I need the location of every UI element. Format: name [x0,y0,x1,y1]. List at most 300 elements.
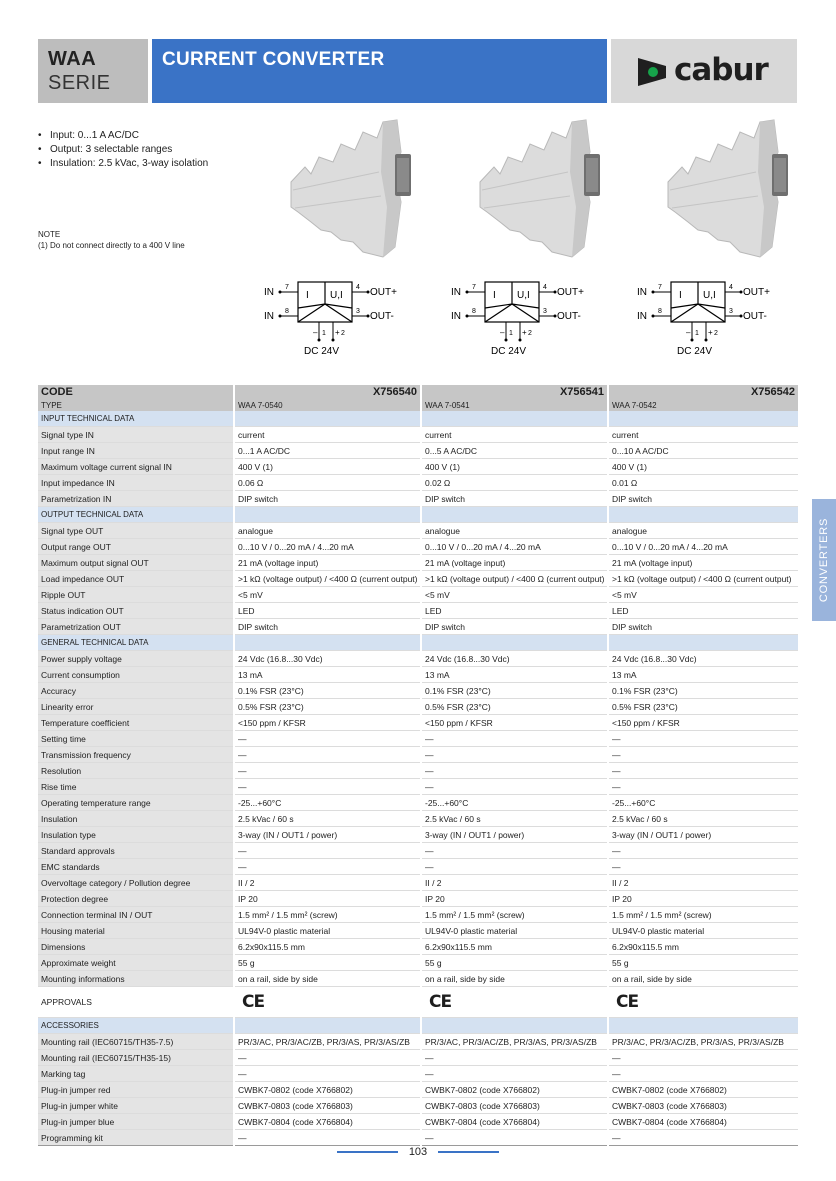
table-row [38,859,798,875]
row-value: CWBK7-0804 (code X766804) [234,1114,421,1130]
row-value: 13 mA [608,667,798,683]
row-value: II / 2 [234,875,421,891]
row-value: >1 kΩ (voltage output) / <400 Ω (current output) [608,571,798,587]
svg-text:–: – [686,328,691,337]
row-label: Maximum voltage current signal IN [38,459,234,475]
row-value: <5 mV [608,587,798,603]
row-value: — [608,747,798,763]
row-label: Programming kit [38,1130,234,1146]
row-value: current [608,427,798,443]
feature-list [38,129,208,171]
row-value: 6.2x90x115.5 mm [608,939,798,955]
row-value: 0.5% FSR (23°C) [421,699,608,715]
row-value: — [234,779,421,795]
row-value: — [234,1050,421,1066]
section-header [38,507,798,523]
table-row [38,555,798,571]
row-value: 3-way (IN / OUT1 / power) [421,827,608,843]
row-value: 21 mA (voltage input) [421,555,608,571]
svg-text:OUT+: OUT+ [557,287,584,298]
table-row [38,843,798,859]
row-value: 400 V (1) [234,459,421,475]
row-value: — [608,843,798,859]
row-label: Protection degree [38,891,234,907]
svg-text:U,I: U,I [517,290,530,301]
svg-text:3: 3 [356,308,360,315]
table-row [38,795,798,811]
row-value: DIP switch [421,619,608,635]
row-value: PR/3/AC, PR/3/AC/ZB, PR/3/AS, PR/3/AS/ZB [608,1034,798,1050]
row-value: DIP switch [234,619,421,635]
row-value: — [234,1066,421,1082]
row-label: Load impedance OUT [38,571,234,587]
row-value: on a rail, side by side [234,971,421,987]
row-value: 13 mA [234,667,421,683]
svg-text:DC 24V: DC 24V [491,346,527,357]
table-row [38,1050,798,1066]
row-label: Maximum output signal OUT [38,555,234,571]
row-value: — [234,859,421,875]
table-row [38,875,798,891]
svg-text:IN: IN [637,287,647,298]
row-value: 400 V (1) [421,459,608,475]
row-value: 0.1% FSR (23°C) [234,683,421,699]
product-code: X756540 [234,385,421,399]
table-row [38,459,798,475]
svg-text:OUT+: OUT+ [743,287,770,298]
row-value: — [234,763,421,779]
svg-text:3: 3 [729,308,733,315]
row-label: Accuracy [38,683,234,699]
table-row [38,587,798,603]
section-side-tab [812,499,836,621]
table-row [38,539,798,555]
row-value: 13 mA [421,667,608,683]
row-value: — [421,763,608,779]
svg-text:OUT-: OUT- [743,311,767,322]
row-label: Plug-in jumper red [38,1082,234,1098]
row-value: <5 mV [421,587,608,603]
table-row [38,779,798,795]
row-value: — [421,747,608,763]
svg-text:I: I [306,290,309,301]
row-label: Signal type OUT [38,523,234,539]
row-value: 3-way (IN / OUT1 / power) [234,827,421,843]
row-value: <5 mV [234,587,421,603]
page-number: 103 [398,1146,438,1158]
row-value: 24 Vdc (16.8...30 Vdc) [421,651,608,667]
svg-text:IN: IN [637,311,647,322]
feature-item: • Insulation: 2.5 kVac, 3-way isolation [38,157,208,171]
row-label: Standard approvals [38,843,234,859]
row-value: CWBK7-0803 (code X766803) [608,1098,798,1114]
product-image [472,112,612,262]
svg-text:2: 2 [528,330,532,337]
row-label: Parametrization OUT [38,619,234,635]
wiring-diagram [449,280,609,360]
wiring-diagram [262,280,422,360]
svg-text:1: 1 [322,330,326,337]
row-value: II / 2 [421,875,608,891]
feature-item: • Input: 0...1 A AC/DC [38,129,208,143]
section-cell [234,1018,421,1034]
table-row [38,443,798,459]
section-cell [608,411,798,427]
svg-text:U,I: U,I [703,290,716,301]
row-value: 0.01 Ω [608,475,798,491]
brand-logo [611,39,797,103]
row-value: 0.06 Ω [234,475,421,491]
svg-text:IN: IN [264,311,274,322]
row-label: Operating temperature range [38,795,234,811]
section-cell [608,1018,798,1034]
approval-cell [421,987,608,1018]
row-value: 0...10 V / 0...20 mA / 4...20 mA [608,539,798,555]
row-label: Mounting rail (IEC60715/TH35-7.5) [38,1034,234,1050]
section-cell [608,507,798,523]
row-value: — [608,1130,798,1146]
row-label: Approximate weight [38,955,234,971]
row-value: PR/3/AC, PR/3/AC/ZB, PR/3/AS, PR/3/AS/ZB [421,1034,608,1050]
row-value: — [608,731,798,747]
table-row [38,619,798,635]
row-label: Transmission frequency [38,747,234,763]
row-label: Current consumption [38,667,234,683]
section-title: ACCESSORIES [38,1018,234,1034]
svg-text:DC 24V: DC 24V [304,346,340,357]
row-label: Power supply voltage [38,651,234,667]
row-value: 0.5% FSR (23°C) [608,699,798,715]
table-row [38,1082,798,1098]
svg-text:I: I [679,290,682,301]
approval-cell [608,987,798,1018]
table-row [38,971,798,987]
approval-cell [234,987,421,1018]
svg-text:+: + [335,328,340,337]
section-cell [608,635,798,651]
row-label: Resolution [38,763,234,779]
table-row [38,731,798,747]
row-value: 6.2x90x115.5 mm [234,939,421,955]
row-value: IP 20 [421,891,608,907]
svg-text:OUT+: OUT+ [370,287,397,298]
svg-text:IN: IN [264,287,274,298]
code-row [38,385,798,399]
row-value: — [608,859,798,875]
row-value: LED [234,603,421,619]
row-value: — [421,1130,608,1146]
note-text: (1) Do not connect directly to a 400 V line [38,241,185,250]
row-label: Input range IN [38,443,234,459]
section-title: OUTPUT TECHNICAL DATA [38,507,234,523]
row-label: Status indication OUT [38,603,234,619]
svg-text:DC 24V: DC 24V [677,346,713,357]
row-value: CWBK7-0802 (code X766802) [608,1082,798,1098]
row-value: 55 g [234,955,421,971]
row-value: >1 kΩ (voltage output) / <400 Ω (current output) [421,571,608,587]
section-header [38,635,798,651]
product-image [660,112,800,262]
svg-text:IN: IN [451,311,461,322]
row-value: on a rail, side by side [421,971,608,987]
svg-text:7: 7 [285,284,289,291]
svg-text:1: 1 [509,330,513,337]
svg-text:2: 2 [714,330,718,337]
row-value: 0.1% FSR (23°C) [608,683,798,699]
row-value: 6.2x90x115.5 mm [421,939,608,955]
section-cell [421,411,608,427]
row-value: — [608,1050,798,1066]
svg-text:7: 7 [472,284,476,291]
row-value: — [421,843,608,859]
row-value: LED [421,603,608,619]
row-value: 2.5 kVac / 60 s [234,811,421,827]
row-value: >1 kΩ (voltage output) / <400 Ω (current output) [234,571,421,587]
svg-text:8: 8 [285,308,289,315]
row-value: 2.5 kVac / 60 s [421,811,608,827]
svg-text:IN: IN [451,287,461,298]
row-label: Insulation type [38,827,234,843]
row-value: — [421,779,608,795]
svg-text:–: – [500,328,505,337]
table-row [38,491,798,507]
row-value: current [234,427,421,443]
note-title: NOTE [38,230,61,239]
svg-text:1: 1 [695,330,699,337]
row-label: Ripple OUT [38,587,234,603]
table-row [38,427,798,443]
row-label: Mounting rail (IEC60715/TH35-15) [38,1050,234,1066]
row-value: 55 g [421,955,608,971]
section-cell [234,635,421,651]
section-title: INPUT TECHNICAL DATA [38,411,234,427]
row-label: Output range OUT [38,539,234,555]
row-label: Rise time [38,779,234,795]
side-tab-label: CONVERTERS [818,517,830,603]
row-value: DIP switch [421,491,608,507]
row-label: Marking tag [38,1066,234,1082]
row-value: <150 ppm / KFSR [421,715,608,731]
row-value: <150 ppm / KFSR [608,715,798,731]
row-value: — [234,731,421,747]
row-label: Connection terminal IN / OUT [38,907,234,923]
row-value: 0...5 A AC/DC [421,443,608,459]
row-value: DIP switch [234,491,421,507]
table-row [38,475,798,491]
row-value: analogue [608,523,798,539]
row-value: 21 mA (voltage input) [234,555,421,571]
table-row [38,1130,798,1146]
table-row [38,715,798,731]
row-value: 0...10 V / 0...20 mA / 4...20 mA [421,539,608,555]
row-value: 1.5 mm² / 1.5 mm² (screw) [421,907,608,923]
svg-text:+: + [522,328,527,337]
row-label: Temperature coefficient [38,715,234,731]
row-value: 3-way (IN / OUT1 / power) [608,827,798,843]
row-label: EMC standards [38,859,234,875]
section-header [38,1018,798,1034]
svg-text:OUT-: OUT- [370,311,394,322]
row-value: — [608,1066,798,1082]
product-code: X756542 [608,385,798,399]
row-value: 1.5 mm² / 1.5 mm² (screw) [234,907,421,923]
row-value: 2.5 kVac / 60 s [608,811,798,827]
section-header [38,411,798,427]
table-row [38,763,798,779]
row-value: CWBK7-0803 (code X766803) [421,1098,608,1114]
svg-text:4: 4 [543,284,547,291]
table-row [38,603,798,619]
row-label: Input impedance IN [38,475,234,491]
row-value: — [234,747,421,763]
page-title: CURRENT CONVERTER [162,49,385,70]
row-value: PR/3/AC, PR/3/AC/ZB, PR/3/AS, PR/3/AS/ZB [234,1034,421,1050]
row-label: Housing material [38,923,234,939]
table-row [38,1098,798,1114]
series-box [38,39,148,103]
ce-mark-icon: CE [242,992,265,1012]
product-type: WAA 7-0541 [421,399,608,411]
note [38,229,185,251]
row-label: Insulation [38,811,234,827]
svg-text:I: I [493,290,496,301]
section-cell [234,507,421,523]
svg-text:4: 4 [356,284,360,291]
table-row [38,939,798,955]
row-value: 0...10 V / 0...20 mA / 4...20 mA [234,539,421,555]
table-row [38,1034,798,1050]
section-title: GENERAL TECHNICAL DATA [38,635,234,651]
logo-text: cabur [674,52,768,88]
svg-text:4: 4 [729,284,733,291]
table-row [38,571,798,587]
row-value: — [608,779,798,795]
cabur-logo-icon [636,58,672,86]
row-value: -25...+60°C [608,795,798,811]
table-row [38,667,798,683]
table-row [38,1114,798,1130]
row-value: 0.02 Ω [421,475,608,491]
approvals-label: APPROVALS [38,987,234,1018]
row-label: Plug-in jumper white [38,1098,234,1114]
row-label: Linearity error [38,699,234,715]
svg-text:–: – [313,328,318,337]
row-label: Overvoltage category / Pollution degree [38,875,234,891]
section-cell [421,635,608,651]
spec-table [38,385,798,1146]
row-value: on a rail, side by side [608,971,798,987]
ce-mark-icon: CE [616,992,639,1012]
row-value: <150 ppm / KFSR [234,715,421,731]
row-value: -25...+60°C [421,795,608,811]
row-value: UL94V-0 plastic material [234,923,421,939]
table-row [38,811,798,827]
row-label: Parametrization IN [38,491,234,507]
approvals-row [38,987,798,1018]
row-value: — [421,731,608,747]
feature-item: • Output: 3 selectable ranges [38,143,208,157]
row-value: 24 Vdc (16.8...30 Vdc) [608,651,798,667]
row-value: — [608,763,798,779]
row-value: -25...+60°C [234,795,421,811]
row-value: CWBK7-0802 (code X766802) [234,1082,421,1098]
row-value: CWBK7-0804 (code X766804) [421,1114,608,1130]
row-value: 1.5 mm² / 1.5 mm² (screw) [608,907,798,923]
row-value: 0...10 A AC/DC [608,443,798,459]
table-row [38,699,798,715]
row-value: 55 g [608,955,798,971]
product-type: WAA 7-0542 [608,399,798,411]
type-label: TYPE [38,399,234,411]
row-label: Mounting informations [38,971,234,987]
table-row [38,827,798,843]
product-image [283,112,423,262]
row-value: UL94V-0 plastic material [421,923,608,939]
row-value: DIP switch [608,491,798,507]
section-cell [421,1018,608,1034]
row-value: LED [608,603,798,619]
table-row [38,747,798,763]
table-row [38,683,798,699]
row-value: — [421,859,608,875]
table-row [38,955,798,971]
row-value: — [234,843,421,859]
row-value: analogue [421,523,608,539]
table-row [38,651,798,667]
type-row [38,399,798,411]
row-value: II / 2 [608,875,798,891]
ce-mark-icon: CE [429,992,452,1012]
row-value: 0...1 A AC/DC [234,443,421,459]
svg-text:8: 8 [658,308,662,315]
row-value: 0.1% FSR (23°C) [421,683,608,699]
table-row [38,907,798,923]
table-row [38,523,798,539]
series-name: WAA [48,48,97,70]
section-cell [421,507,608,523]
row-value: — [421,1050,608,1066]
table-row [38,891,798,907]
row-label: Signal type IN [38,427,234,443]
row-value: CWBK7-0804 (code X766804) [608,1114,798,1130]
table-row [38,1066,798,1082]
row-label: Setting time [38,731,234,747]
row-value: IP 20 [234,891,421,907]
row-value: DIP switch [608,619,798,635]
section-cell [234,411,421,427]
row-value: — [234,1130,421,1146]
product-code: X756541 [421,385,608,399]
wiring-diagram [635,280,795,360]
row-label: Dimensions [38,939,234,955]
row-value: analogue [234,523,421,539]
svg-text:3: 3 [543,308,547,315]
row-value: UL94V-0 plastic material [608,923,798,939]
row-value: CWBK7-0803 (code X766803) [234,1098,421,1114]
row-value: 0.5% FSR (23°C) [234,699,421,715]
table-row [38,923,798,939]
title-bar [152,39,607,103]
svg-text:7: 7 [658,284,662,291]
row-value: — [421,1066,608,1082]
row-label: Plug-in jumper blue [38,1114,234,1130]
row-value: 24 Vdc (16.8...30 Vdc) [234,651,421,667]
svg-text:U,I: U,I [330,290,343,301]
svg-text:8: 8 [472,308,476,315]
svg-text:2: 2 [341,330,345,337]
row-value: CWBK7-0802 (code X766802) [421,1082,608,1098]
row-value: 21 mA (voltage input) [608,555,798,571]
